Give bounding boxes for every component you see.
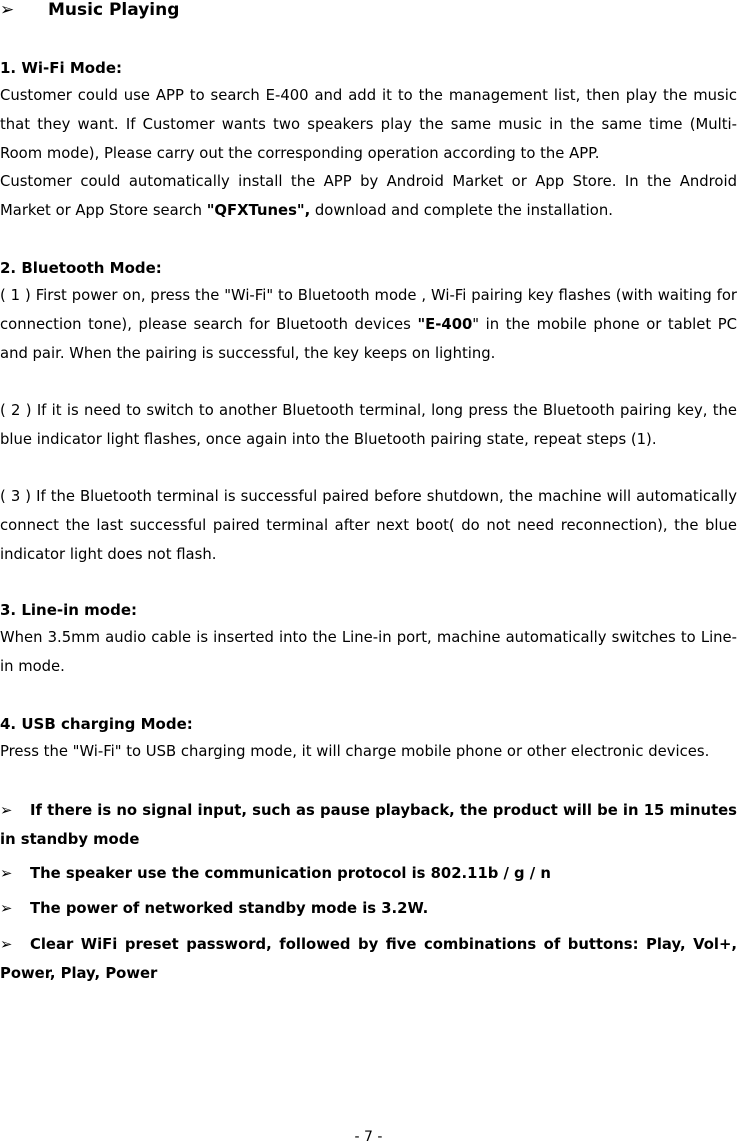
page-title	[0, 1, 737, 19]
note-text: The power of networked standby mode is 3.2W.	[30, 900, 429, 917]
bluetooth-mode-heading: 2. Bluetooth Mode:	[0, 259, 162, 277]
bluetooth-step-1-end: " in the mobile phone or tablet PC and pair. When the pairing is successful, the key keeps on lighting.	[0, 316, 737, 362]
wifi-mode-heading: 1. Wi-Fi Mode:	[0, 59, 123, 77]
line-in-mode-heading: 3. Line-in mode:	[0, 601, 138, 619]
note-text: Clear WiFi preset password, followed by five combinations of buttons: Play, Vol+, Power, Play, Power	[0, 936, 737, 982]
page-title-text: Music Playing	[48, 0, 180, 20]
arrow-bullet-icon: ➢	[0, 802, 13, 819]
note-standby-power	[0, 894, 737, 923]
wifi-mode-paragraph-1: Customer could use APP to search E-400 and add it to the management list, then play the music that they want. If Customer wants two speakers play the same music in the same time (Multi-Room mode), Please carry out the corresponding operation according to the APP.	[0, 87, 737, 162]
bluetooth-step-2: ( 2 ) If it is need to switch to another Bluetooth terminal, long press the Bluetooth pairing key, the blue indicator light flashes, once again into the Bluetooth pairing state, repeat steps (1).	[0, 402, 737, 448]
bluetooth-step-3: ( 3 ) If the Bluetooth terminal is successful paired before shutdown, the machine will automatically connect the last successful paired terminal after next boot( do not need reconnection), the blue indicator light does not flash.	[0, 488, 737, 563]
arrow-bullet-icon: ➢	[0, 936, 13, 953]
usb-charging-mode-heading: 4. USB charging Mode:	[0, 715, 193, 733]
page-number: - 7 -	[354, 1129, 383, 1145]
wifi-mode-paragraph-2-end: download and complete the installation.	[310, 202, 613, 219]
note-clear-wifi-password	[0, 930, 737, 988]
note-standby-timeout	[0, 796, 737, 854]
note-text: The speaker use the communication protocol is 802.11b / g / n	[30, 865, 551, 882]
app-name-highlight: "QFXTunes",	[206, 202, 311, 219]
arrow-bullet-icon: ➢	[0, 865, 13, 882]
line-in-mode-paragraph: When 3.5mm audio cable is inserted into the Line-in port, machine automatically switches to Line-in mode.	[0, 629, 737, 675]
device-name-highlight: "E-400	[417, 316, 473, 333]
note-communication-protocol	[0, 859, 737, 888]
usb-charging-mode-paragraph: Press the "Wi-Fi" to USB charging mode, it will charge mobile phone or other electronic devices.	[0, 743, 710, 760]
bluetooth-step-1	[0, 281, 737, 368]
arrow-bullet-icon: ➢	[0, 0, 15, 20]
wifi-mode-paragraph-2	[0, 167, 737, 225]
note-text: If there is no signal input, such as pause playback, the product will be in 15 minutes in standby mode	[0, 802, 737, 848]
bluetooth-step-1-start: ( 1 ) First power on, press the "Wi-Fi" to Bluetooth mode , Wi-Fi pairing key flashes (with waiting for connection tone), please search for Bluetooth devices	[0, 287, 737, 333]
wifi-mode-paragraph-2-start: Customer could automatically install the APP by Android Market or App Store. In the Android Market or App Store search	[0, 173, 737, 219]
arrow-bullet-icon: ➢	[0, 900, 13, 917]
